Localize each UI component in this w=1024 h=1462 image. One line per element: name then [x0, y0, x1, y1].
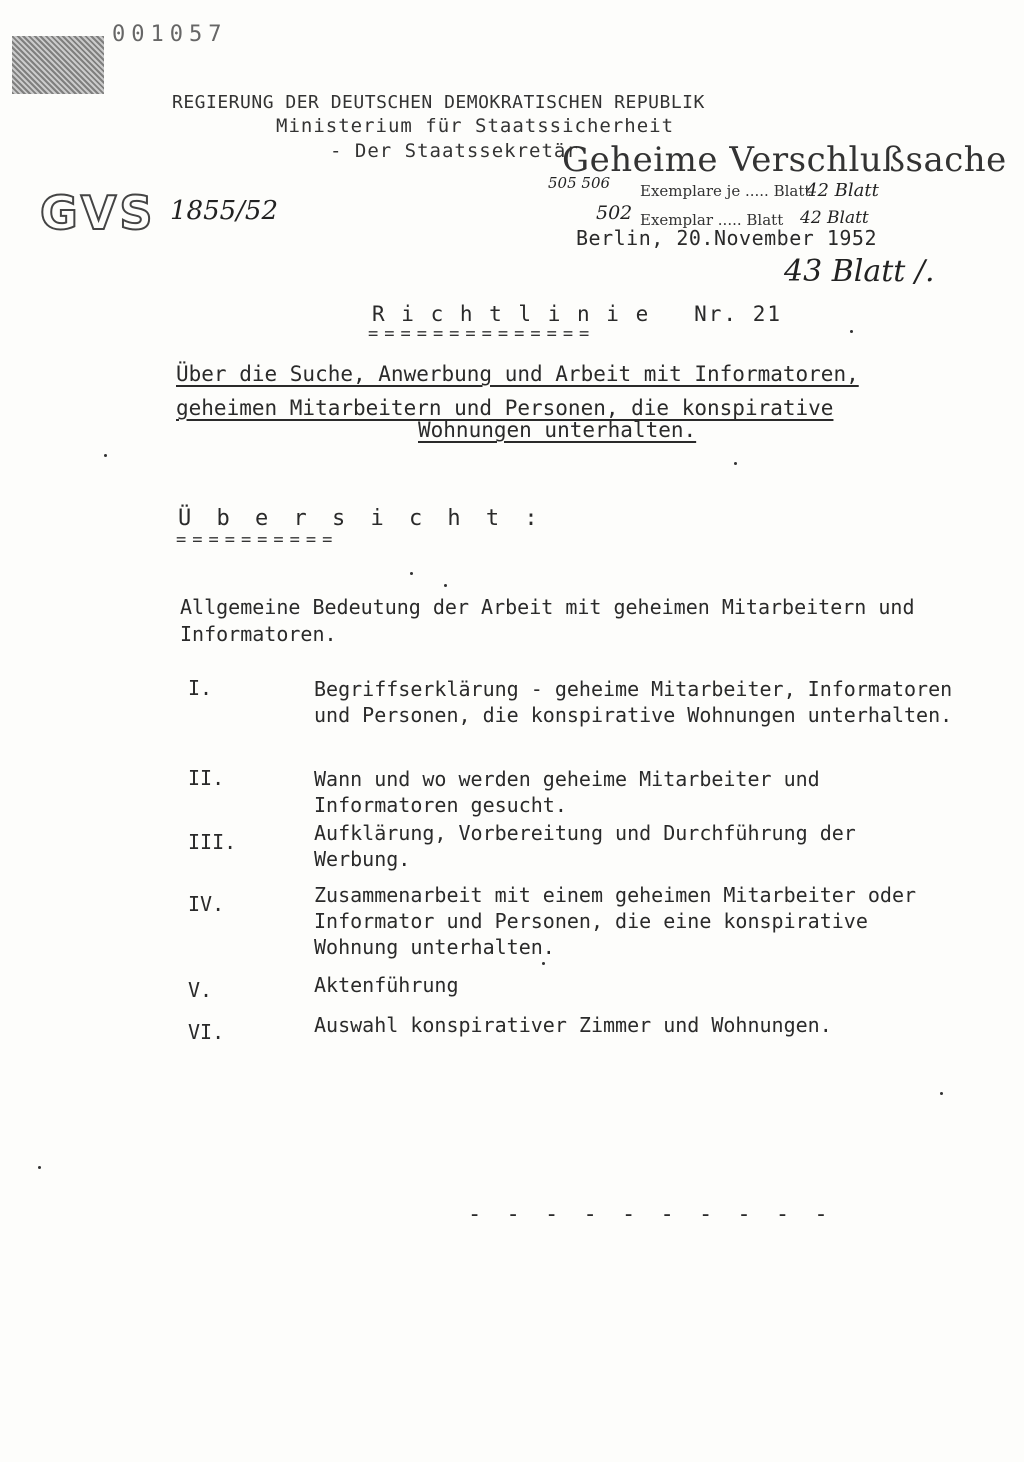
scan-noise — [12, 36, 104, 94]
overview-heading: Ü b e r s i c h t : — [178, 506, 544, 531]
toc-number: III. — [188, 830, 237, 854]
scan-speck — [940, 1092, 943, 1095]
classification-stamp-line-2: Exemplar ..... Blatt — [640, 211, 784, 229]
place-and-date: Berlin, 20.November 1952 — [576, 226, 877, 250]
handwritten-sheet-total: 43 Blatt /. — [784, 254, 935, 289]
classification-stamp-title: Geheime Verschlußsache — [562, 140, 1007, 180]
toc-text: Begriffserklärung - geheime Mitarbeiter, Informatoren und Personen, die konspirative Wohnungen unterhalten. — [314, 677, 953, 727]
end-rule: - - - - - - - - - - — [468, 1202, 834, 1227]
title-underline: ============== — [368, 324, 596, 344]
handwritten-copy-numbers-2: 502 — [596, 202, 633, 224]
toc-number: V. — [188, 978, 213, 1002]
header-state-secretary: - Der Staatssekretär — [330, 140, 579, 162]
toc-text: Aufklärung, Vorbereitung und Durchführung der Werbung. — [314, 821, 856, 871]
handwritten-copy-numbers-1: 505 506 — [548, 174, 611, 192]
scan-speck — [444, 584, 447, 587]
toc-text: Zusammenarbeit mit einem geheimen Mitarbeiter oder Informator und Personen, die eine konspirative Wohnung unterhalten. — [314, 883, 917, 959]
toc-text: Auswahl konspirativer Zimmer und Wohnungen. — [314, 1013, 832, 1037]
header-ministry: Ministerium für Staatssicherheit — [276, 115, 675, 137]
scan-speck — [410, 572, 413, 575]
toc-text: Wann und wo werden geheime Mitarbeiter und Informatoren gesucht. — [314, 767, 820, 817]
toc-number: II. — [188, 766, 225, 790]
handwritten-sheets-2: 42 Blatt — [800, 208, 869, 228]
header-government: REGIERUNG DER DEUTSCHEN DEMOKRATISCHEN REPUBLIK — [172, 92, 705, 113]
handwritten-registration-number: 1855/52 — [170, 196, 279, 226]
overview-underline: ========== — [176, 530, 339, 550]
document-number: 001057 — [112, 22, 228, 47]
toc-number: I. — [188, 676, 213, 700]
scan-speck — [542, 962, 545, 965]
scan-speck — [850, 330, 853, 333]
overview-intro: Allgemeine Bedeutung der Arbeit mit geheimen Mitarbeitern und Informatoren. — [180, 595, 915, 646]
scan-speck — [38, 1166, 41, 1169]
handwritten-sheets-1: 42 Blatt — [806, 180, 879, 201]
toc-text: Aktenführung — [314, 973, 459, 997]
scan-speck — [104, 454, 107, 457]
subject-line-2: geheimen Mitarbeitern und Personen, die konspirative — [176, 396, 834, 420]
document-title: R i c h t l i n i e Nr. 21 — [372, 302, 783, 326]
scan-speck — [734, 462, 737, 465]
subject-line-3: Wohnungen unterhalten. — [418, 418, 697, 442]
subject-line-1: Über die Suche, Anwerbung und Arbeit mit Informatoren, — [176, 362, 859, 386]
toc-number: IV. — [188, 892, 225, 916]
classification-stamp-line-1: Exemplare je ..... Blatt — [640, 182, 811, 200]
toc-number: VI. — [188, 1020, 225, 1044]
gvs-stamp: GVS — [40, 186, 156, 240]
